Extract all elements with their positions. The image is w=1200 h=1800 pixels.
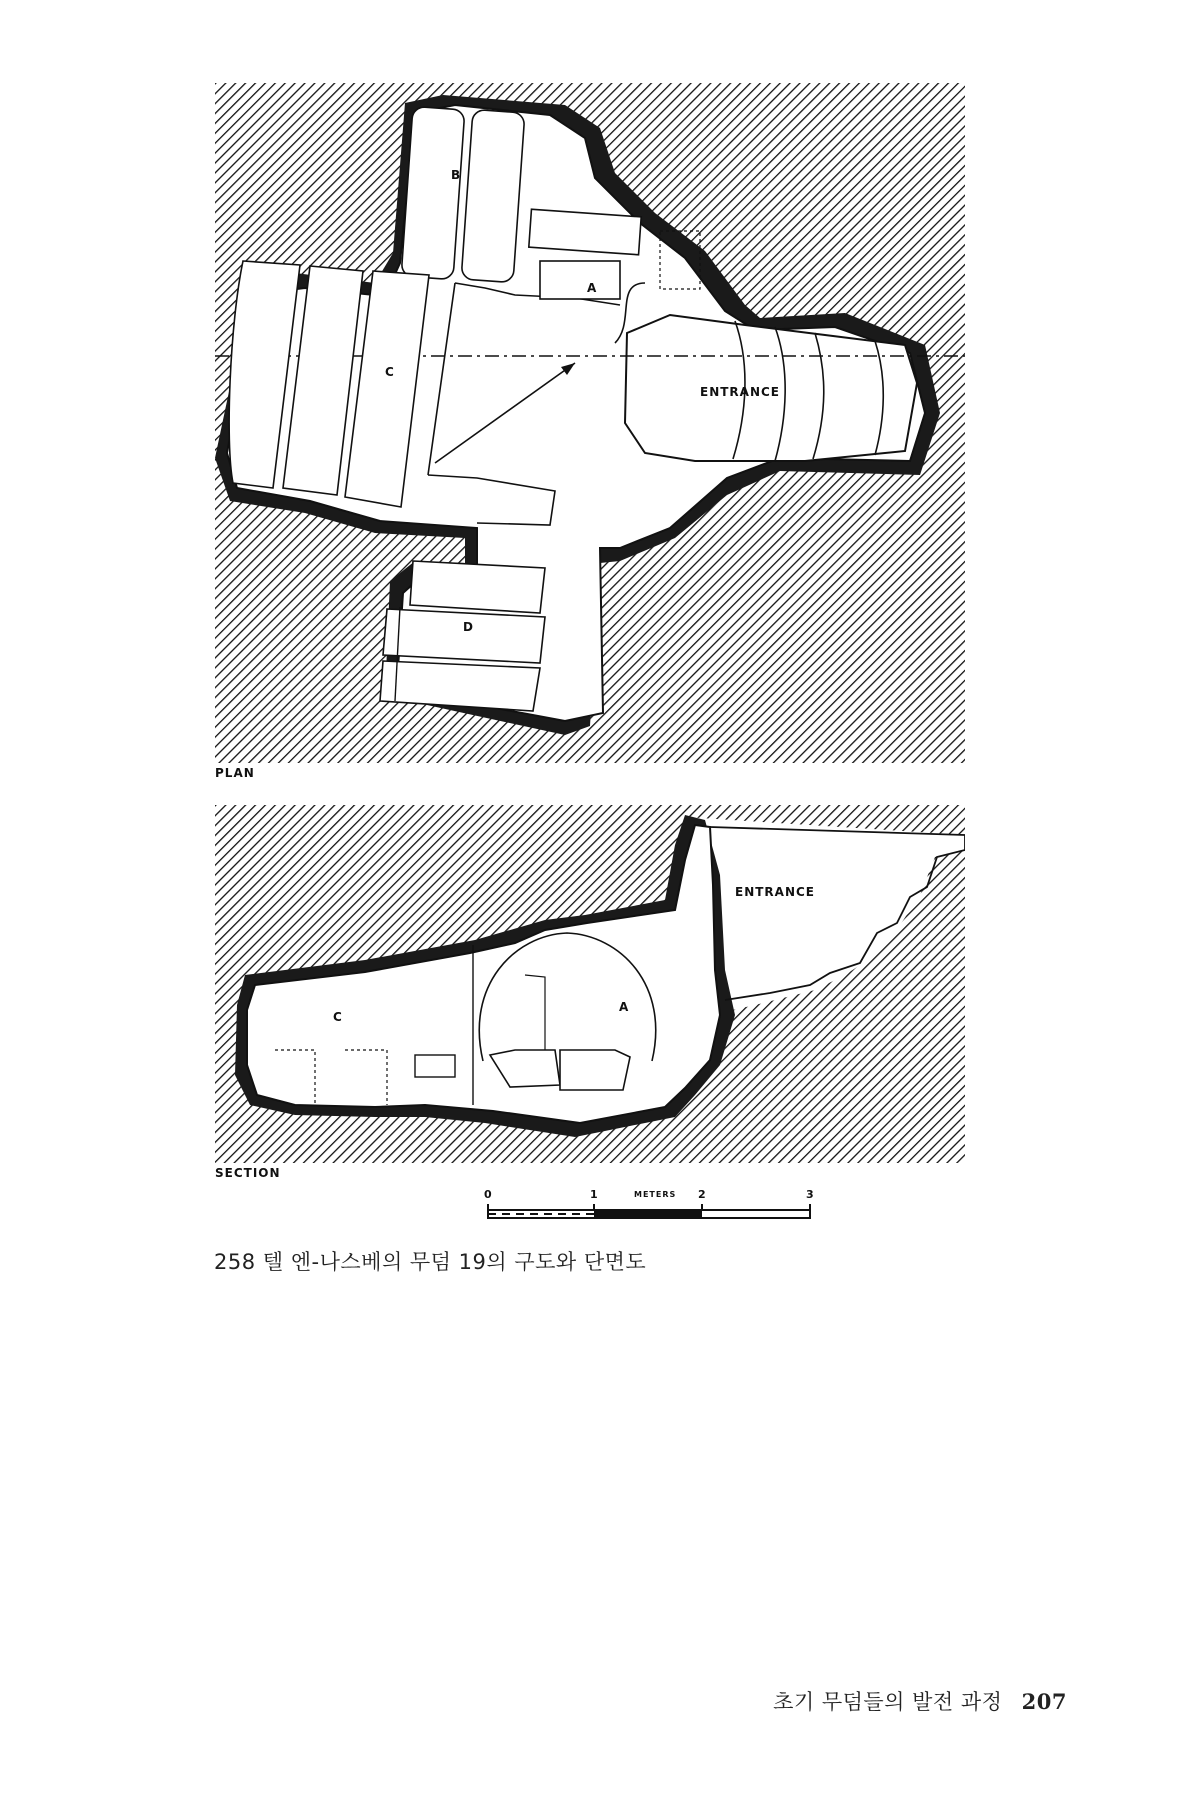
section-bench-2 [560,1050,630,1090]
figure-caption: 258 텔 엔-나스베의 무덤 19의 구도와 단면도 [214,1250,647,1274]
page-number: 207 [1021,1689,1067,1714]
scale-label-0: 0 [484,1188,492,1201]
chamber-b-bench-2 [461,109,525,282]
plan-label-b: B [451,168,462,182]
plan-label-d: D [463,620,474,634]
plan-title: PLAN [215,766,255,780]
plan-drawing [215,83,965,763]
chamber-b-bench-1 [401,106,465,279]
bench-niche-3 [415,1055,455,1077]
scale-bar [484,1188,824,1224]
section-drawing [215,805,965,1163]
section-label-entrance: ENTRANCE [735,885,815,899]
plan-svg [215,83,965,763]
scale-label-3: 3 [806,1188,814,1201]
scale-label-1: 1 [590,1188,598,1201]
scale-unit: METERS [634,1190,677,1199]
section-title: SECTION [215,1166,281,1180]
plan-label-entrance: ENTRANCE [700,385,780,399]
scale-bar-fill-1 [594,1210,702,1218]
chamber-b-bench-4 [540,261,620,299]
plan-label-a: A [587,281,598,295]
plan-label-c: C [385,365,395,379]
section-label-c: C [333,1010,343,1024]
page-footer [773,1686,1067,1716]
running-title: 초기 무덤들의 발전 과정 [773,1690,1003,1714]
section-label-a: A [619,1000,630,1014]
scale-label-2: 2 [698,1188,706,1201]
chamber-d-bench-1 [410,561,545,613]
chamber-b-bench-3 [529,209,641,255]
chamber-d-bench-2 [383,609,545,663]
section-svg [215,805,965,1163]
